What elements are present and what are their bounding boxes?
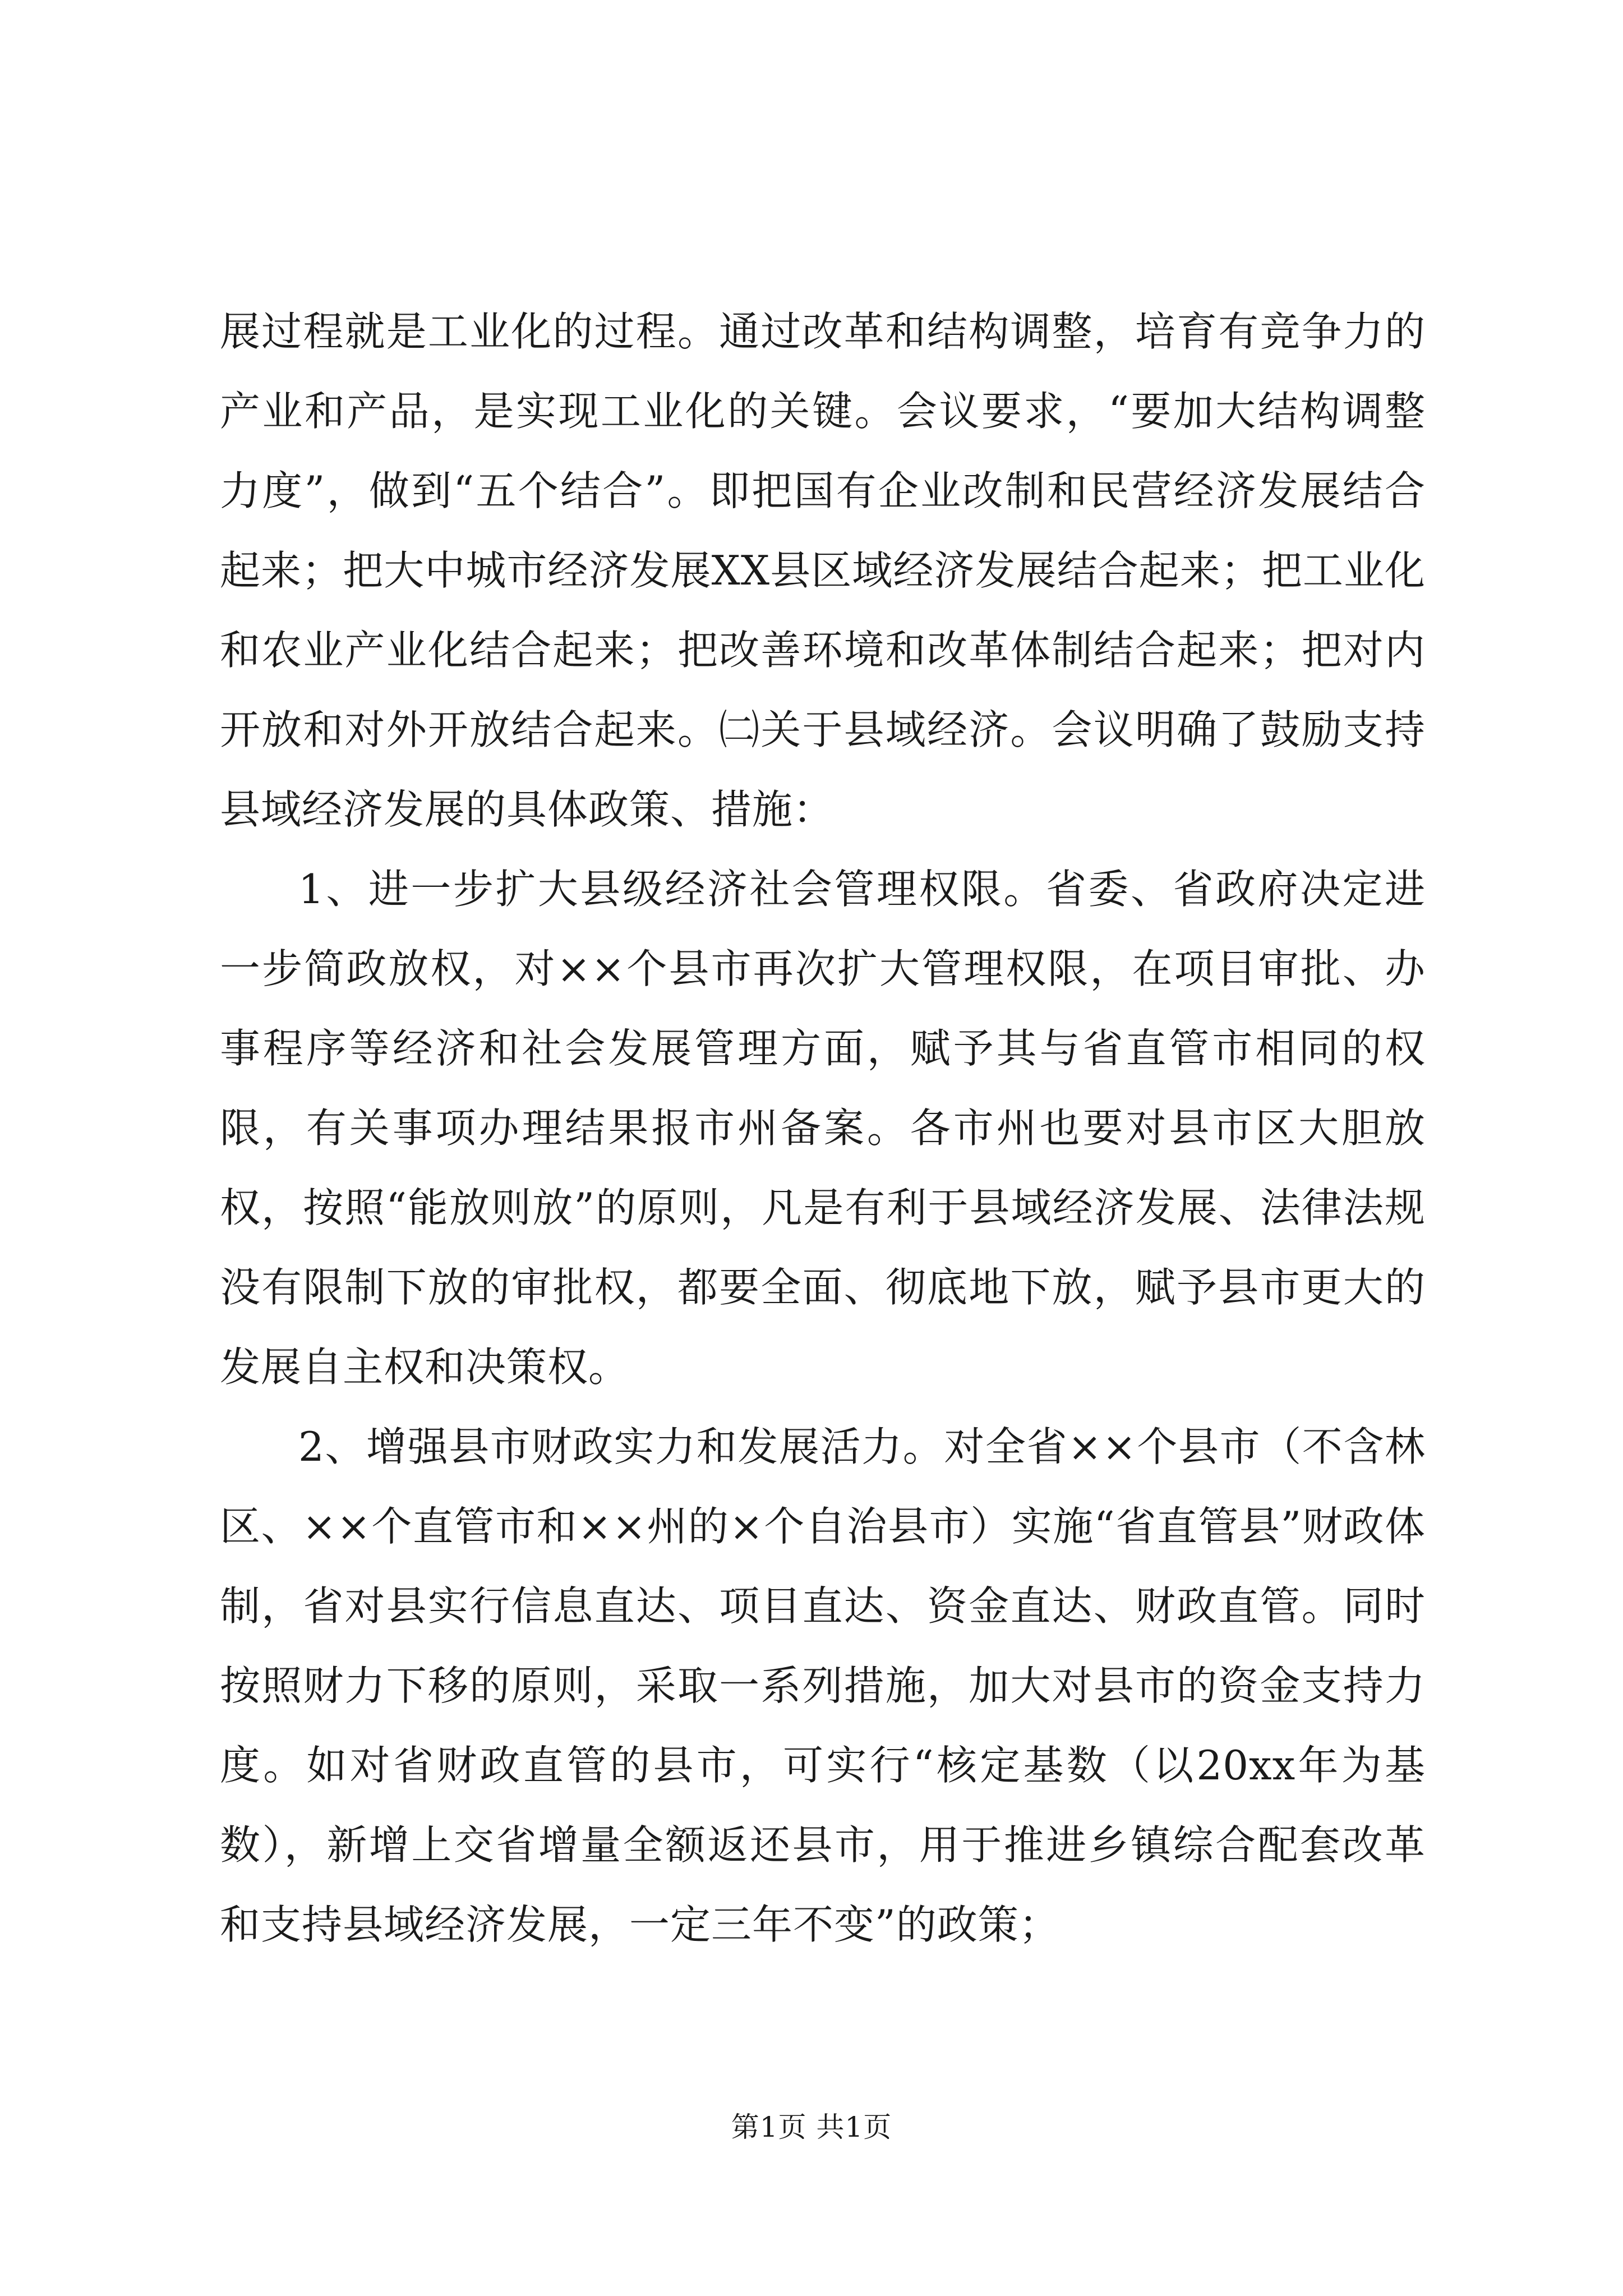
paragraph-1: 展过程就是工业化的过程。通过改革和结构调整，培育有竞争力的产业和产品，是实现工业化的关键。会议要求，“要加大结构调整力度”，做到“五个结合”。即把国有企业改制和民营经济发展结合起来；把大中城市经济发展XX县区域经济发展结合起来；把工业化和农业产业化结合起来；把改善环境和改革体制结合起来；把对内开放和对外开放结合起来。㈡关于县域经济。会议明确了鼓励支持县域经济发展的具体政策、措施： <box>220 308 1426 833</box>
document-body <box>220 292 1426 1964</box>
paragraph-3: 2、增强县市财政实力和发展活力。对全省××个县市（不含林区、××个直管市和××州的×个自治县市）实施“省直管县”财政体制，省对县实行信息直达、项目直达、资金直达、财政直管。同时按照财力下移的原则，采取一系列措施，加大对县市的资金支持力度。如对省财政直管的县市，可实行“核定基数（以20xx年为基数），新增上交省增量全额返还县市，用于推进乡镇综合配套改革和支持县域经济发展，一定三年不变”的政策； <box>220 1423 1426 1948</box>
paragraph-2: 1、进一步扩大县级经济社会管理权限。省委、省政府决定进一步简政放权，对××个县市再次扩大管理权限，在项目审批、办事程序等经济和社会发展管理方面，赋予其与省直管市相同的权限，有关事项办理结果报市州备案。各市州也要对县市区大胆放权，按照“能放则放”的原则，凡是有利于县域经济发展、法律法规没有限制下放的审批权，都要全面、彻底地下放，赋予县市更大的发展自主权和决策权。 <box>220 866 1426 1391</box>
page-footer: 第1页 共1页 <box>731 2111 892 2143</box>
